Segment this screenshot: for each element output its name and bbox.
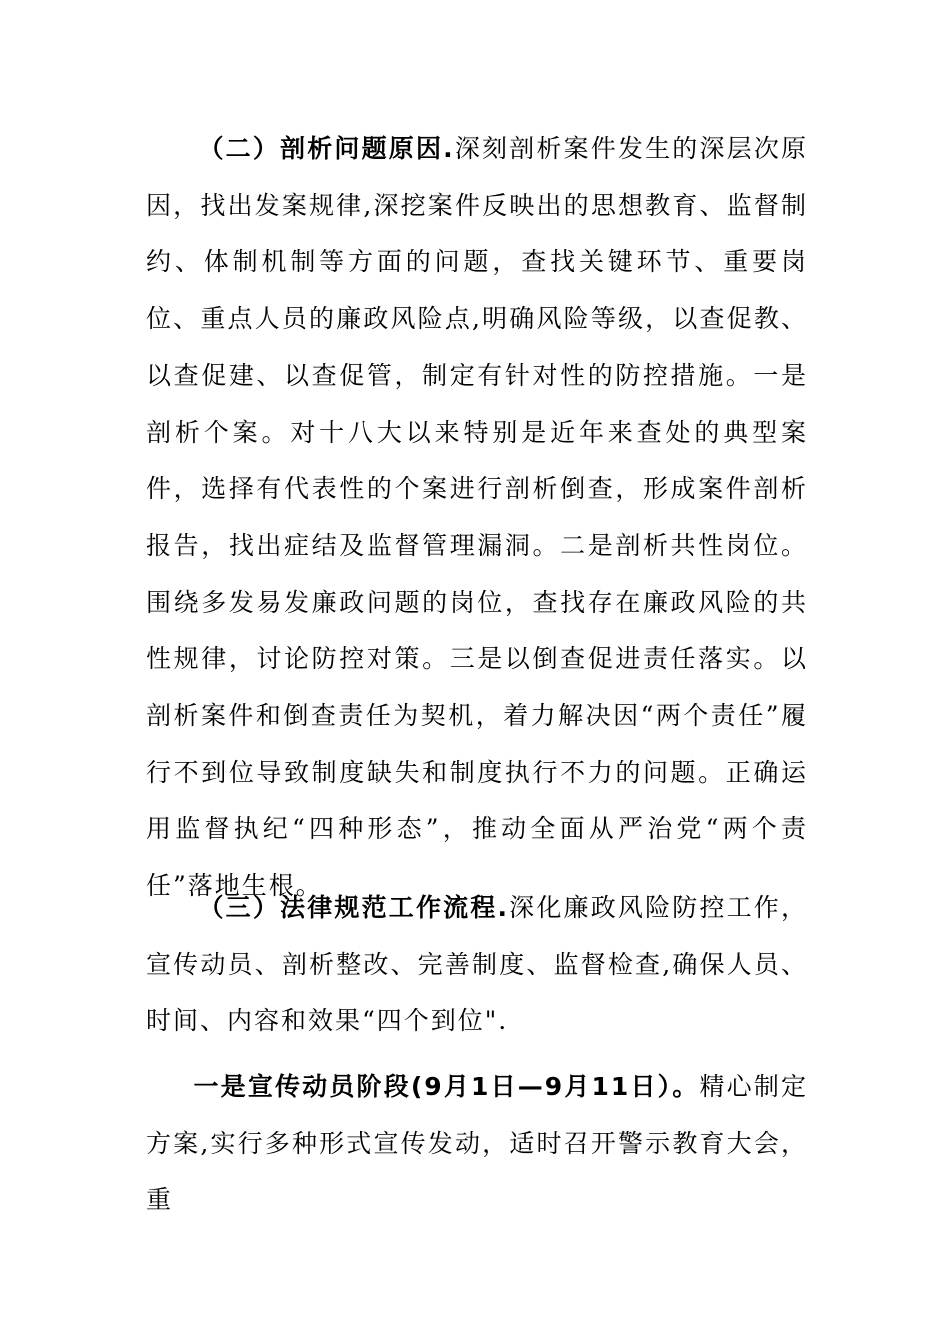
- paragraph-heading: 一是宣传动员阶段(9月1日—9月11日）。: [193, 1072, 700, 1101]
- paragraph-heading: （二）剖析问题原因.: [198, 134, 455, 163]
- paragraph-body: 精心制定方案,实行多种形式宣传发动，适时召开警示教育大会，重: [146, 1072, 808, 1215]
- paragraph-body: 深刻剖析案件发生的深层次原因，找出发案规律,深挖案件反映出的思想教育、监督制约、体制机制等方面的问题，查找关键环节、重要岗位、重点人员的廉政风险点,明确风险等级，以查促教、以查促建、以查促管，制定有针对性的防控措施。一是剖析个案。对十八大以来特别是近年来查处的典型案件，选择有代表性的个案进行剖析倒查，形成案件剖析报告，找出症结及监督管理漏洞。二是剖析共性岗位。围绕多发易发廉政问题的岗位，查找存在廉政风险的共性规律，讨论防控对策。三是以倒查促进责任落实。以剖析案件和倒查责任为契机，着力解决因“两个责任”履行不到位导致制度缺失和制度执行不力的问题。正确运用监督执纪“四种形态”，推动全面从严治党“两个责任”落地生根。: [146, 134, 808, 901]
- paragraph-heading: （三）法律规范工作流程.: [198, 893, 509, 922]
- paragraph-analyze-causes: [146, 121, 808, 915]
- paragraph-body: 深化廉政风险防控工作，宣传动员、剖析整改、完善制度、监督检查,确保人员、时间、内容和效果“四个到位".: [146, 893, 808, 1036]
- paragraph-workflow: [146, 880, 808, 1050]
- paragraph-publicity-stage: [146, 1059, 808, 1229]
